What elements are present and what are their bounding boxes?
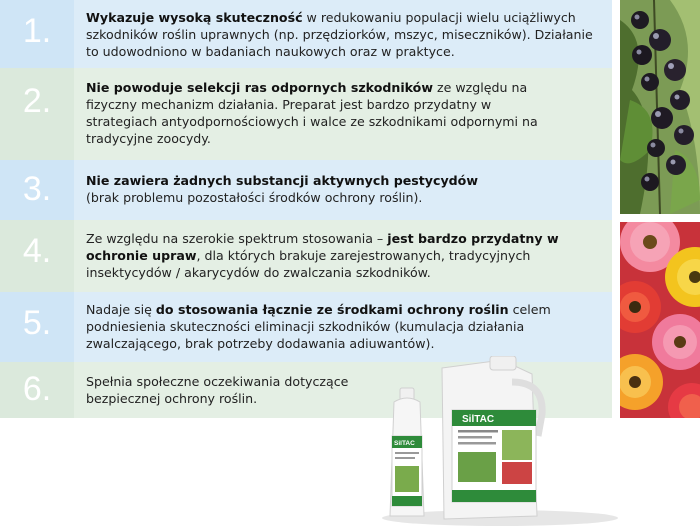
gerbera-image (620, 222, 700, 418)
item-text: Nie powoduje selekcji ras odpornych szkodników ze względu na fizyczny mechanizm działania. Preparat jest bardzo przydatny w strategiach antyodpornościowych i walce ze szkodnikami odpornymi na tradycyjne zoocydy. (86, 80, 538, 146)
product-bottles-image (372, 356, 622, 527)
currant-photo (620, 0, 700, 214)
item-text: Nadaje się do stosowania łącznie ze środkami ochrony roślin celem podniesienia skuteczności eliminacji szkodników (kumulacja działania zwalczającego, brak potrzeby dodawania adiuwantów). (86, 302, 551, 351)
item-text: Ze względu na szerokie spektrum stosowania – jest bardzo przydatny w ochronie upraw, dla których brakuje zarejestrowanych, tradycyjnych insektycydów / akarycydów do zwalczania szkodników. (86, 231, 559, 280)
item-number: 4. (22, 232, 52, 270)
blackcurrant-image (620, 0, 700, 214)
item-text: Wykazuje wysoką skuteczność w redukowaniu populacji wielu uciążliwych szkodników roślin uprawnych (np. przędziorków, mszyc, miseczników). Działanie to udowodniono w badaniach naukowych oraz w praktyce. (86, 10, 593, 59)
product-packshot (372, 356, 622, 527)
canister-5l (442, 356, 542, 519)
bottle-1l (390, 388, 424, 516)
item-text: Nie zawiera żadnych substancji aktywnych pestycydów (brak problemu pozostałości środków ochrony roślin). (86, 173, 478, 205)
canister-brand-label: SilTAC (462, 414, 495, 425)
item-number: 2. (22, 82, 52, 120)
item-number: 3. (22, 170, 52, 208)
item-text: Spełnia społeczne oczekiwania dotyczące bezpiecznej ochrony roślin. (86, 374, 349, 406)
gerbera-photo (620, 222, 700, 418)
item-number: 6. (22, 370, 52, 408)
list-item (0, 0, 612, 68)
list-item (0, 220, 612, 292)
item-number: 1. (22, 12, 52, 50)
list-item (0, 68, 612, 160)
item-number: 5. (22, 304, 52, 342)
bottle-brand-label: SilTAC (394, 440, 415, 447)
list-item (0, 292, 612, 362)
list-item (0, 160, 612, 220)
